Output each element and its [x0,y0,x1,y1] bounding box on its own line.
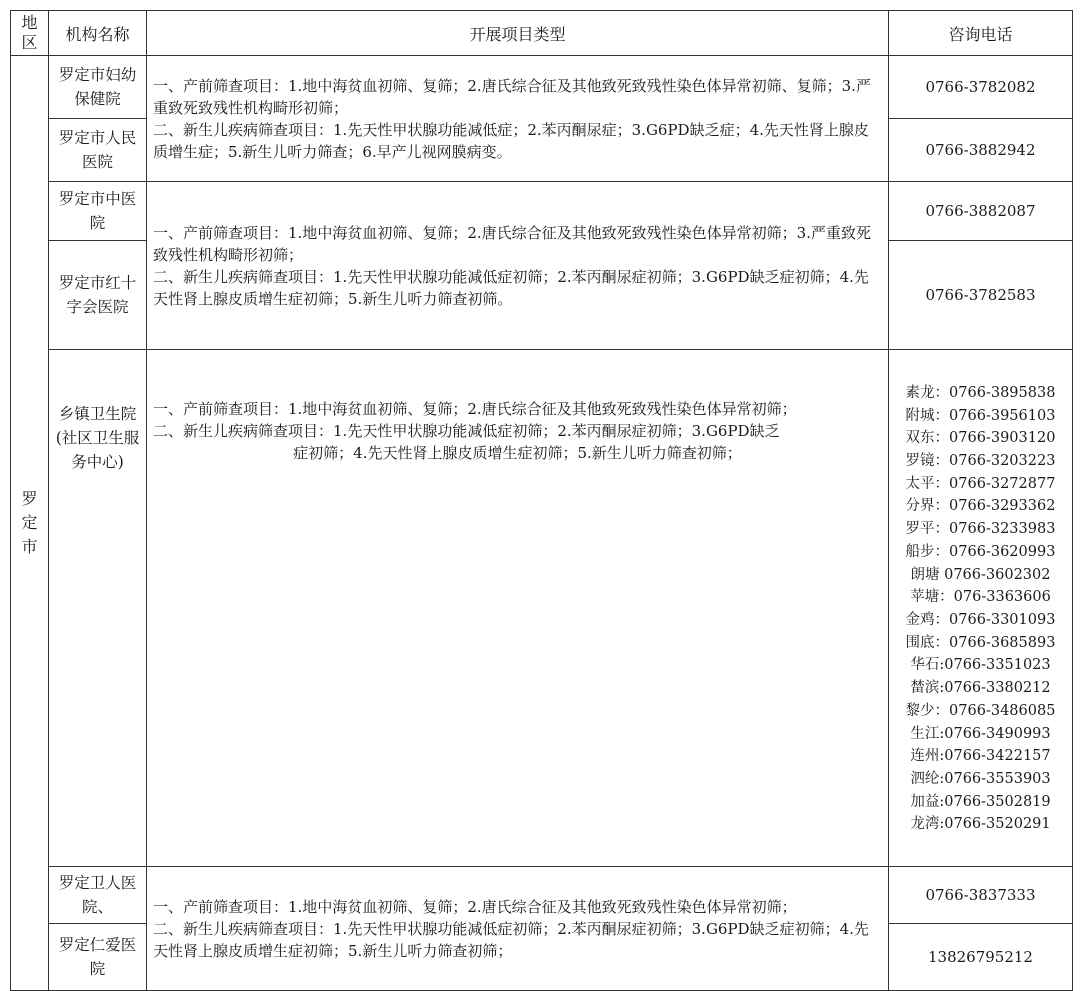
project-types: 一、产前筛查项目：1.地中海贫血初筛、复筛；2.唐氏综合征及其他致死致残性染色体异常初筛、复筛；3.严重致死致残性机构畸形初筛； 二、新生儿疾病筛查项目：1.先天性甲状腺功能减低症；2.苯丙酮尿症；3.G6PD缺乏症；4.先天性肾上腺皮质增生症；5.新生儿听力筛查；6.早产儿视网膜病变。 [147,56,889,182]
phone-number: 泗纶:0766-3553903 [910,770,1051,787]
phone-number: 太平：0766-3272877 [905,475,1056,492]
phone-number: 金鸡：0766-3301093 [905,612,1056,628]
header-region: 地 区 [11,11,49,56]
phone-number: 分界：0766-3293362 [905,498,1056,515]
institution-name: 罗定市妇幼保健院 [49,56,147,119]
phone-number: 13826795212 [889,924,1073,991]
project-types: 一、产前筛查项目：1.地中海贫血初筛、复筛；2.唐氏综合征及其他致死致残性染色体异常初筛； 二、新生儿疾病筛查项目：1.先天性甲状腺功能减低症初筛；2.苯丙酮尿症初筛；3.G6PD缺乏症初筛；4.先天性肾上腺皮质增生症初筛；5.新生儿听力筛查初筛； [147,867,889,991]
phone-number: 0766-3837333 [889,867,1073,924]
phone-number: 双东：0766-3903120 [905,430,1056,447]
table-row [11,867,1073,924]
project-types: 一、产前筛查项目：1.地中海贫血初筛、复筛；2.唐氏综合征及其他致死致残性染色体异常初筛；3.严重致死致残性机构畸形初筛； 二、新生儿疾病筛查项目：1.先天性甲状腺功能减低症初筛；2.苯丙酮尿症初筛；3.G6PD缺乏症初筛；4.先天性肾上腺皮质增生症初筛；5.新生儿听力筛查初筛。 [147,182,889,350]
table-row [11,182,1073,241]
phone-number: 榃滨:0766-3380212 [910,680,1051,697]
table-header-row [11,11,1073,56]
phone-number: 龙湾:0766-3520291 [910,816,1051,833]
phone-number: 0766-3782583 [889,241,1073,350]
phone-number: 加益:0766-3502819 [910,793,1051,810]
phone-number: 华石:0766-3351023 [910,657,1051,674]
phone-number: 黎少：0766-3486085 [905,702,1056,719]
table-row [11,56,1073,119]
institution-name: 罗定仁爱医院 [49,924,147,991]
phone-number: 生江:0766-3490993 [910,725,1051,742]
header-phone: 咨询电话 [889,11,1073,56]
phone-number: 素龙：0766-3895838 [905,384,1056,401]
header-projects: 开展项目类型 [147,11,889,56]
phone-number: 连州:0766-3422157 [910,748,1051,765]
phone-number: 围底：0766-3685893 [905,634,1056,651]
institution-name: 罗定市人民医院 [49,119,147,182]
phone-number: 附城：0766-3956103 [905,407,1056,424]
phone-number: 朗塘 0766-3602302 [910,566,1051,583]
phone-number: 0766-3882942 [889,119,1073,182]
phone-number: 罗镜：0766-3203223 [905,453,1056,470]
phone-number: 0766-3882087 [889,182,1073,241]
institution-name: 乡镇卫生院(社区卫生服务中心) [49,350,147,867]
institution-name: 罗定市红十字会医院 [49,241,147,350]
screening-institutions-table [10,10,1073,991]
institution-name: 罗定卫人医院、 [49,867,147,924]
phone-number: 罗平：0766-3233983 [905,521,1056,538]
header-institution: 机构名称 [49,11,147,56]
institution-name: 罗定市中医院 [49,182,147,241]
table-row [11,350,1073,867]
region-cell: 罗 定 市 [11,56,49,991]
phone-number: 0766-3782082 [889,56,1073,119]
phone-number: 船步：0766-3620993 [905,543,1056,560]
phone-number: 苹塘：076-3363606 [910,589,1051,606]
township-phone-list [889,350,1073,867]
project-types: 一、产前筛查项目：1.地中海贫血初筛、复筛；2.唐氏综合征及其他致死致残性染色体异常初筛； 二、新生儿疾病筛查项目：1.先天性甲状腺功能减低症初筛；2.苯丙酮尿症初筛；3.G6PD缺乏 症初筛；4.先天性肾上腺皮质增生症初筛；5.新生儿听力筛查初筛； [147,350,889,867]
